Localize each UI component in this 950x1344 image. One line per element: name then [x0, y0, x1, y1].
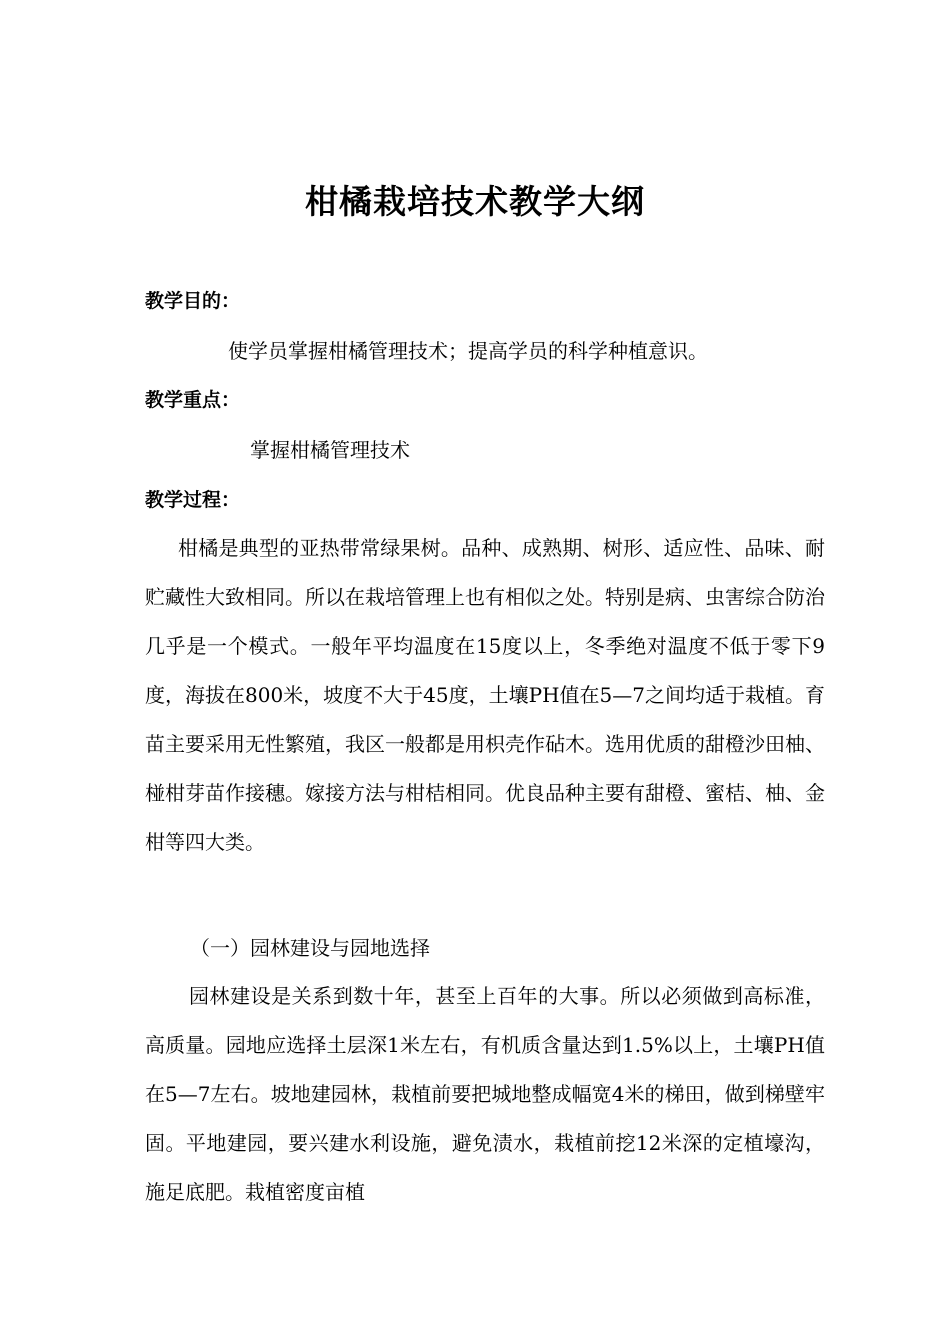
subsection-paragraph: 园林建设是关系到数十年，甚至上百年的大事。所以必须做到高标准，高质量。园地应选择土层深1米左右，有机质含量达到1.5%以上，土壤PH值在5—7左右。坡地建园林，栽植前要把城地整成幅宽4米的梯田，做到梯壁牢固。平地建园，要兴建水利设施，避免渍水，栽植前挖12米深的定植壕沟，施足底肥。栽植密度亩植	[145, 984, 825, 1204]
intro-paragraph: 柑橘是典型的亚热带常绿果树。品种、成熟期、树形、适应性、品味、耐贮藏性大致相同。所以在栽培管理上也有相似之处。特别是病、虫害综合防治几乎是一个模式。一般年平均温度在15度以上，冬季绝对温度不低于零下9度，海拔在800米，坡度不大于45度，土壤PH值在5—7之间均适于栽植。育苗主要采用无性繁殖，我区一般都是用枳壳作砧木。选用优质的甜橙沙田柚、椪柑芽苗作接穗。嫁接方法与柑桔相同。优良品种主要有甜橙、蜜桔、柚、金柑等四大类。	[145, 536, 825, 854]
purpose-heading: 教学目的：	[145, 290, 241, 312]
document-title: 柑橘栽培技术教学大纲	[305, 182, 645, 221]
focus-text: 掌握柑橘管理技术	[250, 438, 410, 462]
purpose-text: 使学员掌握柑橘管理技术；提高学员的科学种植意识。	[228, 339, 708, 363]
focus-heading: 教学重点：	[145, 389, 241, 411]
process-heading: 教学过程：	[145, 489, 241, 511]
subsection-title: （一）园林建设与园地选择	[190, 936, 430, 960]
